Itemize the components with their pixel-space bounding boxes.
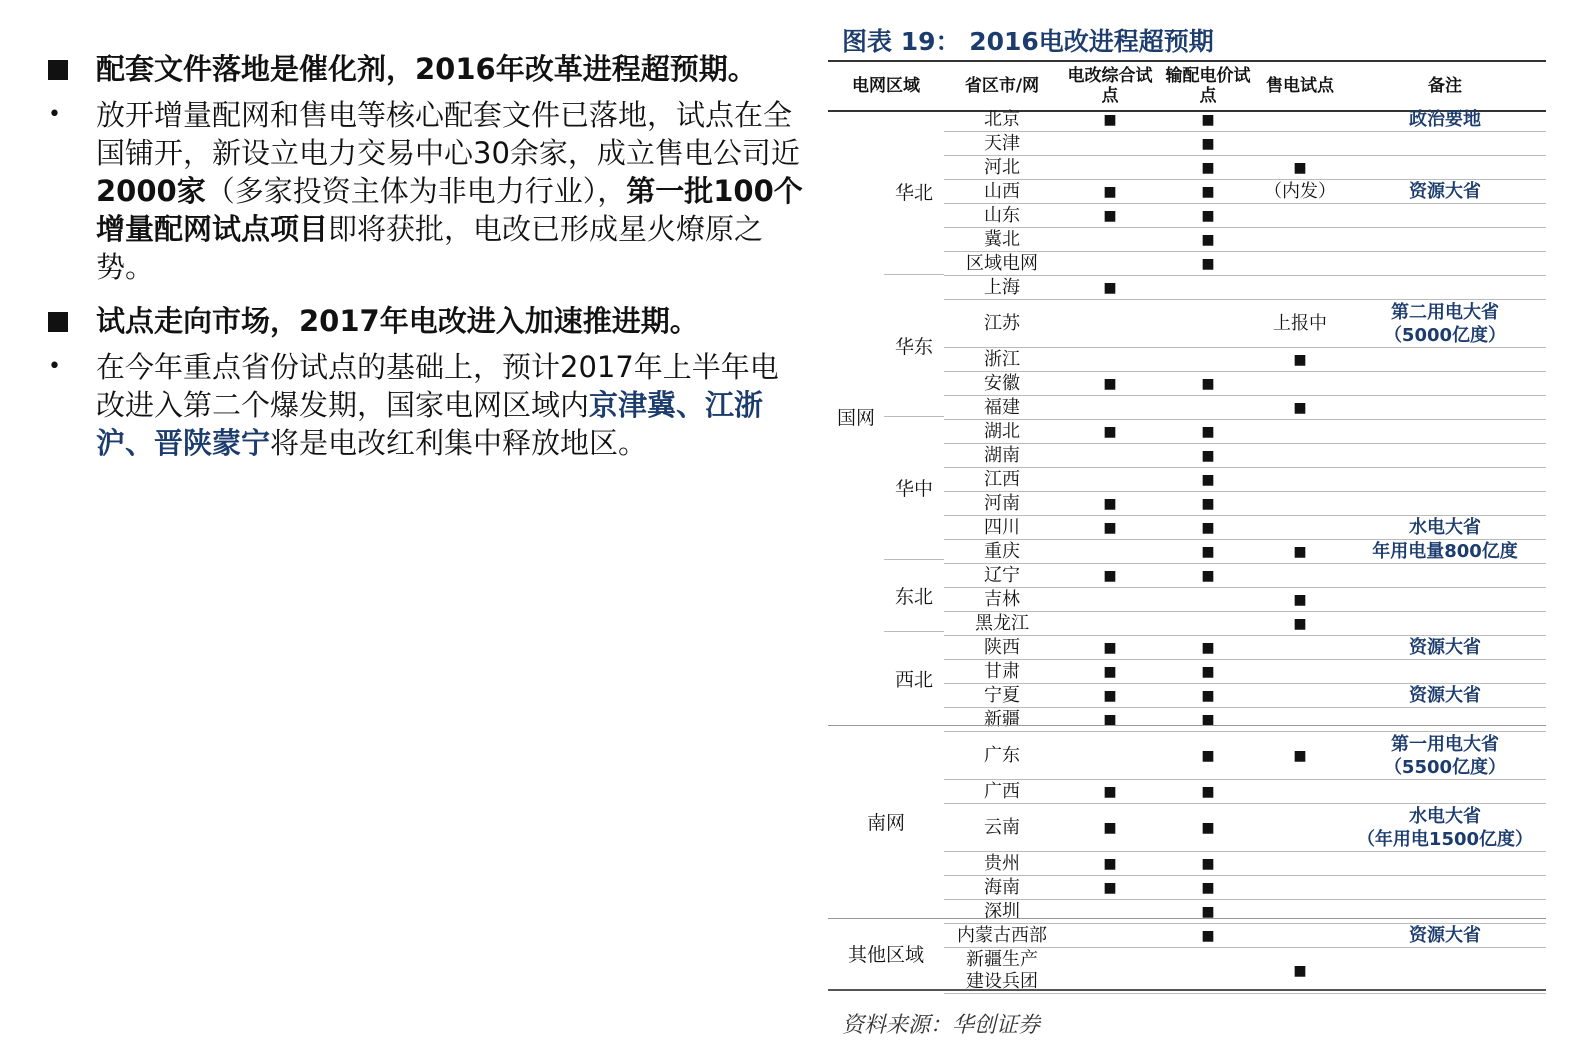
- cell-reform: [1060, 732, 1160, 779]
- table-row: [944, 492, 1546, 516]
- cell-sale: ■: [1293, 543, 1307, 560]
- cell-reform: [1060, 612, 1160, 635]
- paragraph-1: [48, 96, 818, 286]
- cell-note: 资源大省: [1409, 685, 1481, 706]
- cell-reform: ■: [1103, 639, 1117, 656]
- group-guowang: 国网: [836, 407, 875, 429]
- cell-note: [1344, 276, 1546, 299]
- cell-sale: [1256, 660, 1344, 683]
- header-reform: 电改综合试点: [1067, 66, 1153, 106]
- cell-reform: [1060, 348, 1160, 371]
- cell-sale: [1256, 876, 1344, 899]
- cell-note: [1344, 228, 1546, 251]
- table-row: [944, 588, 1546, 612]
- cell-reform: [1060, 228, 1160, 251]
- cell-reform: [1060, 156, 1160, 179]
- paragraph-1-bold: 2000家: [96, 174, 206, 208]
- table-row: [944, 108, 1546, 132]
- table-row: [944, 924, 1546, 948]
- cell-transmission: ■: [1201, 447, 1215, 464]
- cell-transmission: [1160, 948, 1256, 993]
- dot-bullet-icon: •: [48, 102, 61, 127]
- cell-sale: [1256, 468, 1344, 491]
- cell-sale: [1256, 684, 1344, 707]
- table-header: [828, 60, 1546, 112]
- cell-sale: ■: [1293, 159, 1307, 176]
- cell-province: 四川: [984, 516, 1020, 538]
- cell-reform: [1060, 444, 1160, 467]
- cell-transmission: [1160, 588, 1256, 611]
- cell-note: [1344, 492, 1546, 515]
- cell-province: 重庆: [984, 540, 1020, 562]
- cell-transmission: ■: [1201, 879, 1215, 896]
- table-row: [944, 444, 1546, 468]
- cell-note: [1344, 708, 1546, 731]
- cell-transmission: ■: [1201, 927, 1215, 944]
- cell-reform: [1060, 300, 1160, 347]
- group-divider: [884, 274, 944, 275]
- cell-province: 辽宁: [984, 564, 1020, 586]
- cell-transmission: ■: [1201, 207, 1215, 224]
- cell-reform: [1060, 588, 1160, 611]
- cell-note: [1344, 132, 1546, 155]
- cell-province: 河南: [984, 492, 1020, 514]
- cell-province: 甘肃: [984, 660, 1020, 682]
- cell-transmission: [1160, 396, 1256, 419]
- table-row: [944, 228, 1546, 252]
- header-province: 省区市/网: [964, 76, 1040, 96]
- cell-province: 河北: [984, 156, 1020, 178]
- cell-transmission: ■: [1201, 135, 1215, 152]
- cell-reform: ■: [1103, 783, 1117, 800]
- cell-province: 湖北: [984, 420, 1020, 442]
- header-sale: 售电试点: [1266, 76, 1334, 96]
- region-divider: [828, 725, 1546, 726]
- cell-sale: [1256, 420, 1344, 443]
- paragraph-1-text: [96, 96, 806, 286]
- cell-transmission: [1160, 276, 1256, 299]
- cell-reform: ■: [1103, 567, 1117, 584]
- cell-province: 区域电网: [966, 252, 1038, 274]
- cell-transmission: ■: [1201, 903, 1215, 920]
- cell-reform: ■: [1103, 423, 1117, 440]
- heading-1: [48, 50, 818, 88]
- cell-note: [1344, 156, 1546, 179]
- cell-reform: ■: [1103, 855, 1117, 872]
- table-row: [944, 420, 1546, 444]
- paragraph-2-text: [96, 348, 806, 462]
- table-row: [944, 252, 1546, 276]
- cell-sale: [1256, 924, 1344, 947]
- group-xibei: 西北: [894, 668, 933, 691]
- cell-transmission: ■: [1201, 375, 1215, 392]
- cell-transmission: ■: [1201, 783, 1215, 800]
- cell-sale: 上报中: [1273, 312, 1327, 334]
- cell-transmission: ■: [1201, 423, 1215, 440]
- group-qita: 其他区域: [847, 944, 924, 966]
- table-row: [944, 156, 1546, 180]
- table-row: [944, 564, 1546, 588]
- cell-province: 浙江: [984, 348, 1020, 370]
- table-row: [944, 852, 1546, 876]
- cell-note: [1344, 780, 1546, 803]
- cell-reform: ■: [1103, 183, 1117, 200]
- cell-sale: [1256, 252, 1344, 275]
- cell-province: 上海: [984, 276, 1020, 298]
- table-row: [944, 684, 1546, 708]
- cell-note: 资源大省: [1409, 925, 1481, 946]
- cell-province: 山东: [984, 204, 1020, 226]
- cell-transmission: ■: [1201, 663, 1215, 680]
- cell-transmission: ■: [1201, 255, 1215, 272]
- cell-transmission: ■: [1201, 495, 1215, 512]
- cell-sale: [1256, 228, 1344, 251]
- cell-note: [1344, 444, 1546, 467]
- cell-reform: ■: [1103, 711, 1117, 728]
- cell-note: [1344, 900, 1546, 923]
- cell-province: 北京: [984, 108, 1020, 130]
- cell-reform: [1060, 900, 1160, 923]
- cell-transmission: ■: [1201, 519, 1215, 536]
- cell-note: [1344, 588, 1546, 611]
- cell-note: [1344, 660, 1546, 683]
- cell-reform: ■: [1103, 687, 1117, 704]
- cell-sale: [1256, 708, 1344, 731]
- table-row: [944, 780, 1546, 804]
- paragraph-1-part: 放开增量配网和售电等核心配套文件已落地，试点在全国铺开，新设立电力交易中心30余家，成立售电公司近: [96, 98, 800, 170]
- table-row: [944, 348, 1546, 372]
- source-note: 资料来源：华创证券: [842, 1013, 1041, 1038]
- cell-note: 水电大省 （年用电1500亿度）: [1356, 805, 1534, 850]
- cell-reform: ■: [1103, 663, 1117, 680]
- cell-note: [1344, 852, 1546, 875]
- cell-sale: [1256, 852, 1344, 875]
- square-bullet-icon: [48, 60, 68, 80]
- cell-province: 湖南: [984, 444, 1020, 466]
- cell-note: [1344, 612, 1546, 635]
- square-bullet-icon: [48, 312, 68, 332]
- header-transmission: 输配电价试点: [1165, 66, 1251, 106]
- table-row: [944, 804, 1546, 852]
- cell-province: 海南: [984, 876, 1020, 898]
- table-row: [944, 876, 1546, 900]
- cell-sale: ■: [1293, 399, 1307, 416]
- cell-reform: ■: [1103, 207, 1117, 224]
- cell-transmission: ■: [1201, 231, 1215, 248]
- cell-note: [1344, 396, 1546, 419]
- cell-sale: [1256, 444, 1344, 467]
- cell-transmission: ■: [1201, 711, 1215, 728]
- cell-sale: （内发）: [1264, 180, 1336, 202]
- cell-province: 内蒙古西部: [957, 924, 1047, 946]
- group-huazhong: 华中: [894, 478, 933, 500]
- cell-province: 宁夏: [984, 684, 1020, 706]
- cell-province: 山西: [984, 180, 1020, 202]
- dot-bullet-icon: •: [48, 354, 61, 379]
- cell-transmission: [1160, 348, 1256, 371]
- group-huabei: 华北: [894, 181, 933, 204]
- table-row: [944, 516, 1546, 540]
- cell-reform: [1060, 396, 1160, 419]
- paragraph-2-part: 将是电改红利集中释放地区。: [270, 426, 648, 460]
- cell-province: 福建: [984, 396, 1020, 418]
- cell-sale: [1256, 636, 1344, 659]
- cell-reform: [1060, 948, 1160, 993]
- header-region: 电网区域: [852, 76, 920, 96]
- cell-note: [1344, 372, 1546, 395]
- cell-province: 江西: [984, 468, 1020, 490]
- paragraph-1-part: （多家投资主体为非电力行业），: [205, 174, 627, 208]
- cell-sale: ■: [1293, 747, 1307, 764]
- cell-sale: [1256, 516, 1344, 539]
- cell-reform: [1060, 540, 1160, 563]
- cell-reform: ■: [1103, 495, 1117, 512]
- cell-reform: [1060, 132, 1160, 155]
- cell-note: 水电大省: [1409, 517, 1481, 538]
- cell-province: 广西: [984, 780, 1020, 802]
- cell-sale: [1256, 132, 1344, 155]
- cell-note: [1344, 876, 1546, 899]
- cell-note: 年用电量800亿度: [1372, 541, 1518, 562]
- cell-sale: [1256, 204, 1344, 227]
- header-note: 备注: [1428, 76, 1462, 96]
- cell-sale: [1256, 108, 1344, 131]
- cell-province: 冀北: [984, 228, 1020, 250]
- cell-note: 政治要地: [1409, 109, 1481, 130]
- cell-sale: [1256, 276, 1344, 299]
- cell-province: 吉林: [984, 588, 1020, 610]
- cell-transmission: ■: [1201, 471, 1215, 488]
- cell-transmission: [1160, 612, 1256, 635]
- paragraph-1-bold: 第一批100个增量配网试点项目: [96, 174, 803, 246]
- cell-reform: ■: [1103, 279, 1117, 296]
- cell-note: [1344, 564, 1546, 587]
- cell-sale: [1256, 780, 1344, 803]
- cell-sale: [1256, 492, 1344, 515]
- cell-province: 天津: [984, 132, 1020, 154]
- cell-reform: ■: [1103, 519, 1117, 536]
- cell-province: 深圳: [984, 900, 1020, 922]
- cell-province: 黑龙江: [975, 612, 1029, 634]
- cell-transmission: ■: [1201, 183, 1215, 200]
- cell-note: 第一用电大省 （5500亿度）: [1383, 733, 1507, 778]
- cell-sale: ■: [1293, 615, 1307, 632]
- group-huadong: 华东: [894, 335, 933, 358]
- cell-note: 资源大省: [1409, 181, 1481, 202]
- cell-reform: ■: [1103, 879, 1117, 896]
- cell-note: [1344, 948, 1546, 993]
- table-row: [944, 612, 1546, 636]
- table-bottom-rule: [828, 989, 1546, 991]
- cell-note: [1344, 348, 1546, 371]
- paragraph-2-highlight: 京津冀、江浙沪、晋陕蒙宁: [96, 388, 764, 460]
- paragraph-2: [48, 348, 818, 462]
- cell-note: [1344, 468, 1546, 491]
- cell-note: 第二用电大省 （5000亿度）: [1383, 301, 1507, 346]
- cell-sale: [1256, 804, 1344, 851]
- cell-transmission: ■: [1201, 159, 1215, 176]
- table-row: [944, 372, 1546, 396]
- paragraph-2-part: 在今年重点省份试点的基础上，预计2017年上半年电改进入第二个爆发期，国家电网区域内: [96, 350, 779, 422]
- cell-province: 陕西: [984, 636, 1020, 658]
- cell-transmission: ■: [1201, 855, 1215, 872]
- group-divider: [884, 631, 944, 632]
- cell-sale: ■: [1293, 591, 1307, 608]
- region-divider: [828, 918, 1546, 919]
- group-nanwang: 南网: [866, 812, 905, 834]
- cell-sale: ■: [1293, 962, 1307, 979]
- table-row: [944, 540, 1546, 564]
- cell-province: 新疆: [984, 708, 1020, 730]
- group-divider: [884, 416, 944, 417]
- cell-transmission: ■: [1201, 819, 1215, 836]
- cell-province: 广东: [984, 744, 1020, 766]
- cell-province: 安徽: [984, 372, 1020, 394]
- cell-note: [1344, 204, 1546, 227]
- cell-note: [1344, 420, 1546, 443]
- cell-sale: [1256, 900, 1344, 923]
- cell-reform: [1060, 252, 1160, 275]
- heading-2-text: 试点走向市场，2017年电改进入加速推进期。: [96, 304, 699, 338]
- table-row: [944, 636, 1546, 660]
- cell-sale: ■: [1293, 351, 1307, 368]
- table-row: [944, 396, 1546, 420]
- table-row: [944, 948, 1546, 994]
- cell-reform: [1060, 924, 1160, 947]
- cell-transmission: ■: [1201, 543, 1215, 560]
- table-row: [944, 900, 1546, 924]
- table-row: [944, 732, 1546, 780]
- table-row: [944, 708, 1546, 732]
- figure-title: 图表 19： 2016电改进程超预期: [842, 27, 1214, 56]
- cell-sale: [1256, 564, 1344, 587]
- cell-reform: ■: [1103, 111, 1117, 128]
- group-dongbei: 东北: [894, 585, 933, 608]
- left-text-column: [48, 50, 818, 478]
- group-divider: [884, 559, 944, 560]
- table-row: [944, 660, 1546, 684]
- cell-province: 云南: [984, 816, 1020, 838]
- table-row: [944, 132, 1546, 156]
- table-row: [944, 468, 1546, 492]
- cell-transmission: [1160, 300, 1256, 347]
- cell-note: 资源大省: [1409, 637, 1481, 658]
- heading-1-text: 配套文件落地是催化剂，2016年改革进程超预期。: [96, 52, 757, 86]
- cell-note: [1344, 252, 1546, 275]
- cell-province: 贵州: [984, 852, 1020, 874]
- table-row: [944, 180, 1546, 204]
- cell-province: 新疆生产 建设兵团: [966, 948, 1038, 992]
- cell-transmission: ■: [1201, 687, 1215, 704]
- paragraph-1-part: 即将获批，电改已形成星火燎原之势。: [96, 212, 764, 284]
- table-row: [944, 204, 1546, 228]
- heading-2: [48, 302, 818, 340]
- cell-transmission: ■: [1201, 639, 1215, 656]
- cell-transmission: ■: [1201, 747, 1215, 764]
- table-row: [944, 276, 1546, 300]
- table-row: [944, 300, 1546, 348]
- cell-reform: ■: [1103, 819, 1117, 836]
- cell-province: 江苏: [984, 312, 1020, 334]
- cell-reform: [1060, 468, 1160, 491]
- cell-reform: ■: [1103, 375, 1117, 392]
- cell-sale: [1256, 372, 1344, 395]
- cell-transmission: ■: [1201, 567, 1215, 584]
- cell-transmission: ■: [1201, 111, 1215, 128]
